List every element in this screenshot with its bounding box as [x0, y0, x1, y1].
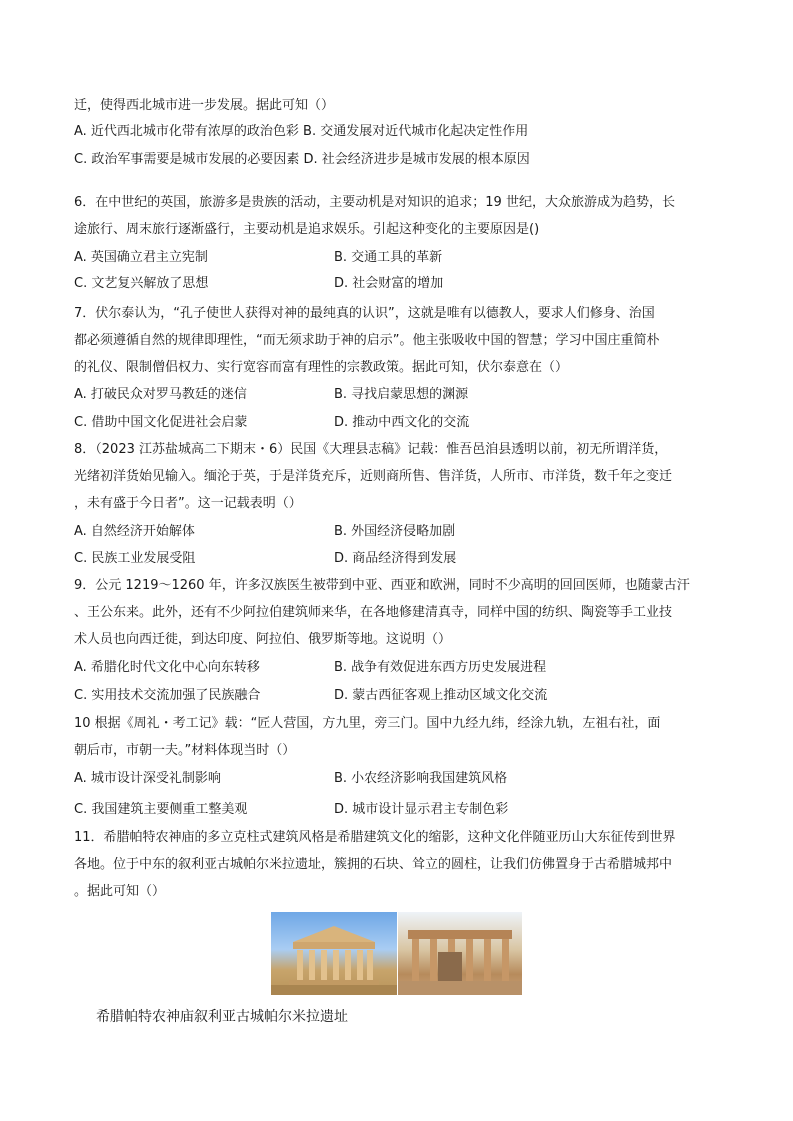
q10-stem-line2: 朝后市，市朝一夫。”材料体现当时（） [74, 743, 296, 758]
intro-line: 迁，使得西北城市进一步发展。据此可知（） [74, 98, 335, 113]
q11-stem-line2: 各地。位于中东的叙利亚古城帕尔米拉遗址，簇拥的石块、耸立的圆柱，让我们仿佛置身于古希腊城邦中 [74, 857, 673, 872]
q11-stem-line1: 11．希腊帕特农神庙的多立克柱式建筑风格是希腊建筑文化的缩影，这种文化伴随亚历山大东征传到世界 [74, 830, 676, 845]
q11-figure [271, 912, 522, 995]
q6-option-c: C. 文艺复兴解放了思想 [74, 276, 209, 291]
q9-option-c: C. 实用技术交流加强了民族融合 [74, 688, 261, 703]
q6-stem-line2: 途旅行、周末旅行逐渐盛行，主要动机是追求娱乐。引起这种变化的主要原因是() [74, 222, 540, 237]
q6-option-a: A. 英国确立君主立宪制 [74, 250, 208, 265]
palmyra-photo [398, 912, 522, 995]
q6-stem-line1: 6．在中世纪的英国，旅游多是贵族的活动，主要动机是对知识的追求；19 世纪，大众旅游成为趋势，长 [74, 195, 675, 210]
q9-option-d: D. 蒙古西征客观上推动区域文化交流 [334, 688, 548, 703]
q7-stem-line3: 的礼仪、限制僧侣权力、实行宽容而富有理性的宗教政策。据此可知，伏尔泰意在（） [74, 360, 569, 375]
q9-stem-line1: 9．公元 1219～1260 年，许多汉族医生被带到中亚、西亚和欧洲，同时不少高明的回回医师，也随蒙古汗 [74, 578, 690, 593]
q10-option-c: C. 我国建筑主要侧重工整美观 [74, 802, 248, 817]
q8-option-a: A. 自然经济开始解体 [74, 524, 195, 539]
q8-option-c: C. 民族工业发展受阻 [74, 551, 196, 566]
q11-stem-line3: 。据此可知（） [74, 884, 166, 899]
q7-option-d: D. 推动中西文化的交流 [334, 415, 470, 430]
q9-option-a: A. 希腊化时代文化中心向东转移 [74, 660, 260, 675]
q6-option-b: B. 交通工具的革新 [334, 250, 443, 265]
q7-option-a: A. 打破民众对罗马教廷的迷信 [74, 387, 247, 402]
q7-option-c: C. 借助中国文化促进社会启蒙 [74, 415, 248, 430]
q8-stem-line3: ，未有盛于今日者”。这一记载表明（） [74, 496, 302, 511]
q8-option-b: B. 外国经济侵略加剧 [334, 524, 456, 539]
q6-option-d: D. 社会财富的增加 [334, 276, 444, 291]
q7-stem-line2: 都必须遵循自然的规律即理性，“而无须求助于神的启示”。他主张吸收中国的智慧；学习中国庄重简朴 [74, 333, 660, 348]
q10-stem-line1: 10 根据《周礼・考工记》载：“匠人营国，方九里，旁三门。国中九经九纬，经涂九轨，左祖右社，面 [74, 716, 661, 731]
q8-option-d: D. 商品经济得到发展 [334, 551, 457, 566]
q8-stem-line1: 8．（2023 江苏盐城高二下期末・6）民国《大理县志稿》记载：惟吾邑洎县透明以前，初无所谓洋货， [74, 442, 668, 457]
q10-option-a: A. 城市设计深受礼制影响 [74, 771, 221, 786]
q9-option-b: B. 战争有效促进东西方历史发展进程 [334, 660, 547, 675]
q9-stem-line3: 术人员也向西迁徙，到达印度、阿拉伯、俄罗斯等地。这说明（） [74, 632, 452, 647]
parthenon-photo [271, 912, 397, 995]
q10-option-d: D. 城市设计显示君主专制色彩 [334, 802, 509, 817]
q8-stem-line2: 光绪初洋货始见输入。缅沦于英，于是洋货充斥，近则商所售、售洋货，人所市、市洋货，数千年之变迁 [74, 469, 673, 484]
q9-stem-line2: 、王公东来。此外，还有不少阿拉伯建筑师来华，在各地修建清真寺，同样中国的纺织、陶瓷等手工业技 [74, 605, 673, 620]
intro-options-cd: C. 政治军事需要是城市发展的必要因素 D. 社会经济进步是城市发展的根本原因 [74, 152, 530, 167]
q7-option-b: B. 寻找启蒙思想的渊源 [334, 387, 469, 402]
q7-stem-line1: 7．伏尔泰认为，“孔子使世人获得对神的最纯真的认识”，这就是唯有以德教人，要求人们修身、治国 [74, 306, 655, 321]
intro-options-ab: A. 近代西北城市化带有浓厚的政治色彩 B. 交通发展对近代城市化起决定性作用 [74, 124, 529, 139]
q10-option-b: B. 小农经济影响我国建筑风格 [334, 771, 508, 786]
figure-caption: 希腊帕特农神庙叙利亚古城帕尔米拉遗址 [96, 1009, 348, 1025]
